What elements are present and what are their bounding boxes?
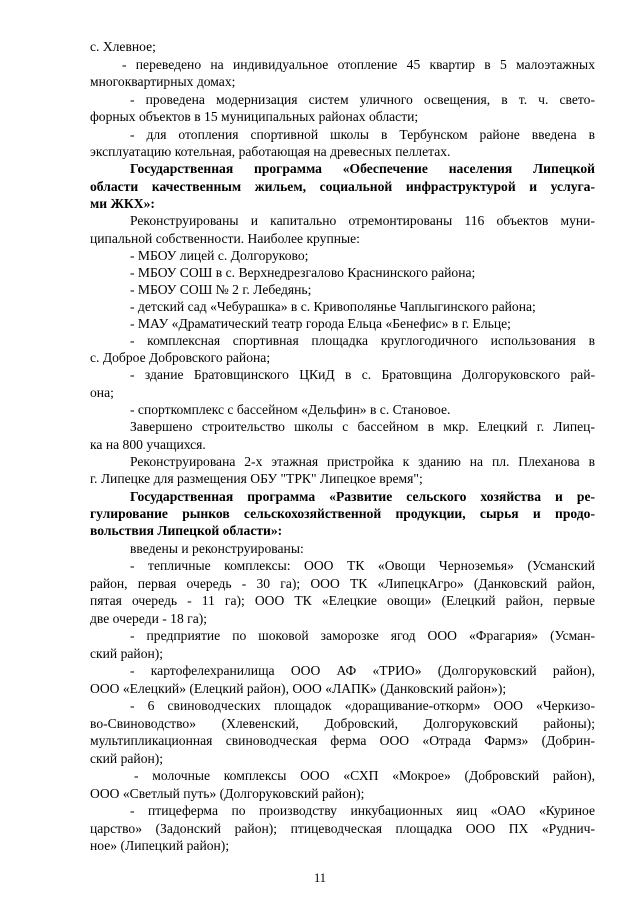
text-line: эксплуатацию котельная, работающая на древесных пеллетах. [90,144,451,159]
list-item: - МАУ «Драматический театр города Ельца «Бенефис» в г. Ельце; [130,316,511,331]
section-heading-line: области качественным жильем, социальной инфраструктурой и услуга- [90,179,595,194]
text-line: две очереди - 18 га); [90,611,208,626]
section-heading-line: гулирование рынков сельскохозяйственной продукции, сырья и продо- [90,506,595,521]
section-heading-line: Государственная программа «Развитие сельского хозяйства и ре- [130,489,595,504]
list-item: - МБОУ СОШ в с. Верхнедрезгалово Краснинского района; [130,265,476,280]
list-item: - МБОУ лицей с. Долгоруково; [130,248,309,263]
section-heading-line: вольствия Липецкой области»: [90,523,283,538]
text-line: она; [90,385,114,400]
text-line: Реконструирована 2-х этажная пристройка к зданию на пл. Плеханова в [130,454,595,469]
list-item: - тепличные комплексы: ООО ТК «Овощи Черноземья» (Усманский [130,558,595,573]
text-line: во-Свиноводство» (Хлевенский, Добровский, Долгоруковский районы); [90,716,595,731]
text-line: г. Липецке для размещения ОБУ "ТРК" Липецкое время"; [90,471,423,486]
list-item: - 6 свиноводческих площадок «доращивание-откорм» ООО «Черкизо- [130,698,595,713]
list-item: - МБОУ СОШ № 2 г. Лебедянь; [130,282,312,297]
section-heading-line: ми ЖКХ»: [90,196,155,211]
text-line: - проведена модернизация систем уличного освещения, в т. ч. свето- [130,92,595,107]
text-line: - переведено на индивидуальное отопление 45 квартир в 5 малоэтажных [122,57,595,72]
text-line: форных объектов в 15 муниципальных районах области; [90,109,419,124]
text-line: с. Доброе Добровского района; [90,350,271,365]
section-heading-line: Государственная программа «Обеспечение населения Липецкой [130,161,595,176]
page-number: 11 [313,871,327,885]
list-item: - картофелехранилища ООО АФ «ТРИО» (Долгоруковский район), [130,663,595,678]
text-line: с. Хлевное; [90,39,156,54]
text-line: ский район); [90,646,164,661]
text-line: ООО «Елецкий» (Елецкий район), ООО «ЛАПК» (Данковский район»); [90,681,507,696]
text-line: ка на 800 учащихся. [90,437,206,452]
list-item: - птицеферма по производству инкубационных яиц «ОАО «Куриное [130,803,595,818]
list-item: - здание Братовщинского ЦКиД в с. Братовщина Долгоруковского рай- [130,367,595,382]
text-line: ципальной собственности. Наиболее крупные: [90,231,360,246]
text-line: район, первая очередь - 30 га); ООО ТК «ЛипецкАгро» (Данковский район, [90,576,595,591]
text-line: ное» (Липецкий район); [90,838,230,853]
text-line: мультипликационная свиноводческая ферма ООО «Отрада Фармз» (Добрин- [90,733,595,748]
text-line: царство» (Задонский район); птицеводческая площадка ООО ПХ «Руднич- [90,821,595,836]
text-line: пятая очередь - 11 га); ООО ТК «Елецкие овощи» (Елецкий район, первые [90,593,595,608]
text-line: Реконструированы и капитально отремонтированы 116 объектов муни- [130,213,595,228]
text-line: введены и реконструированы: [130,541,304,556]
list-item: - детский сад «Чебурашка» в с. Кривополянье Чаплыгинского района; [130,299,536,314]
list-item: - комплексная спортивная площадка круглогодичного использования в [130,333,595,348]
text-line: ский район); [90,751,164,766]
text-line: многоквартирных домах; [90,74,236,89]
text-line: ООО «Светлый путь» (Долгоруковский район); [90,786,365,801]
text-line: - для отопления спортивной школы в Тербунском районе введена в [130,127,595,142]
list-item: - предприятие по шоковой заморозке ягод ООО «Фрагария» (Усман- [130,628,595,643]
list-item: - молочные комплексы ООО «СХП «Мокрое» (Добровский район), [134,768,595,783]
text-line: Завершено строительство школы с бассейном в мкр. Елецкий г. Липец- [130,419,595,434]
list-item: - спорткомплекс с бассейном «Дельфин» в с. Становое. [130,402,451,417]
